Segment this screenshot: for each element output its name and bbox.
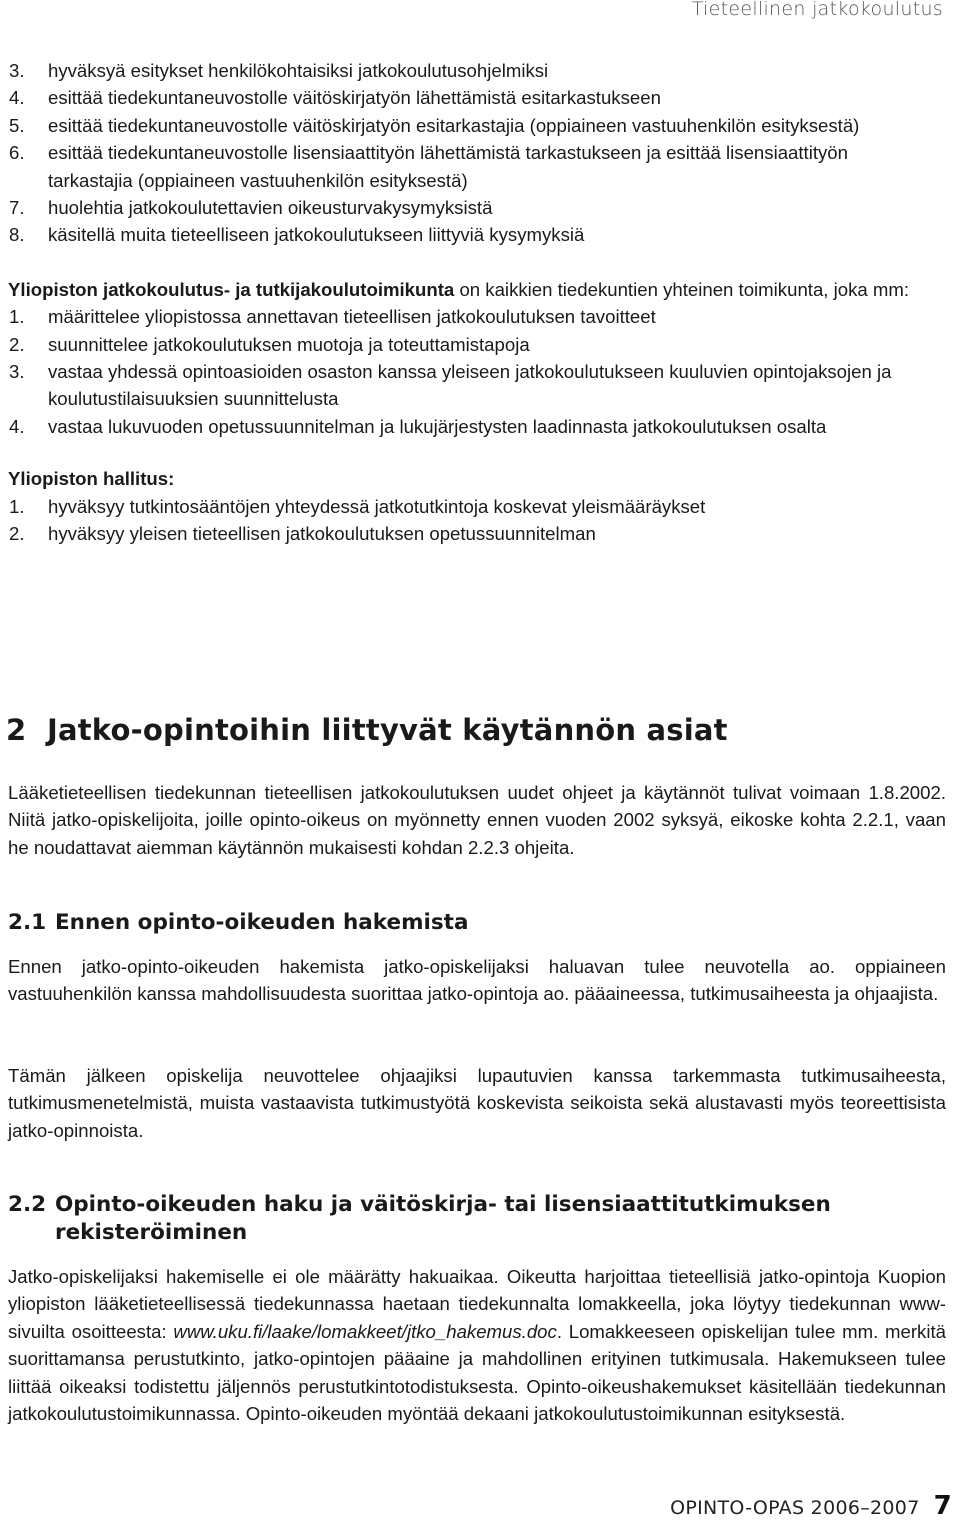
page-footer [670,1491,952,1521]
list-item: 1. määrittelee yliopistossa annettavan tieteellisen jatkokoulutuksen tavoitteet [9,306,656,328]
section-2-2-heading: 2.2 Opinto-oikeuden haku ja väitöskirja- tai lisensiaattitutkimuksen rekisteröiminen [8,1192,831,1245]
list-item: 4. vastaa lukuvuoden opetussuunnitelman ja lukujärjestysten laadinnasta jatkokoulutuksen osalta [9,415,827,437]
board-label: Yliopiston hallitus: [8,468,175,490]
list-item: 3. hyväksyä esitykset henkilökohtaisiksi jatkokoulutusohjelmiksi [9,60,549,81]
section-2-heading: 2 Jatko-opintoihin liittyvät käytännön asiat [6,713,728,747]
page-number: 7 [933,1491,952,1521]
list-c [8,493,948,548]
list-item: 2. hyväksyy yleisen tieteellisen jatkokoulutuksen opetussuunnitelman [9,523,596,545]
list-item: 7. huolehtia jatkokoulutettavien oikeusturvakysymyksistä [9,197,493,219]
list-item: 3. vastaa yhdessä opintoasioiden osaston kanssa yleiseen jatkokoulutukseen kuuluvien opintojaksojen ja koulutustilaisuuksien suunnittelusta [9,361,892,410]
list-a [8,57,948,249]
list-item: 8. käsitellä muita tieteelliseen jatkokoulutukseen liittyviä kysymyksiä [9,224,585,246]
form-url-link[interactable]: www.uku.fi/laake/lomakkeet/jtko_hakemus.doc [173,1320,557,1342]
section-2-2-paragraph: Jatko-opiskelijaksi hakemiselle ei ole määrätty hakuaikaa. Oikeutta harjoittaa tieteellisiä jatko-opintoja Kuopion yliopiston lääketieteellisessä tiedekunnassa haetaan tiedekunnalta lomakkeella, joka löytyy tiedekunnan www-sivuilta osoitteesta: www.uku.fi/laake/lomakkeet/jtko_hakemus.doc. Lomakkeeseen opiskelijan tulee mm. merkitä suorittamansa perustutkinto, jatko-opintojen pääaine ja mahdollinen erityinen tutkimusala. Hakemukseen tulee liittää oikeaksi todistettu jäljennös perustutkintotodistuksesta. Opinto-oikeushakemukset käsitellään tiedekunnan jatkokoulutustoimikunnassa. Opinto-oikeuden myöntää dekaani jatkokoulutustoimikunnan esityksestä. [8,1266,946,1425]
section-2-1-paragraph-1: Ennen jatko-opinto-oikeuden hakemista jatko-opiskelijaksi haluavan tulee neuvotella ao. oppiaineen vastuuhenkilön kanssa mahdollisuudesta suorittaa jatko-opintoja ao. pääaineessa, tutkimusaiheesta ja ohjaajista. [8,956,946,1005]
committee-intro: Yliopiston jatkokoulutus- ja tutkijakoulutoimikunta on kaikkien tiedekuntien yhteinen toimikunta, joka mm: [8,278,910,300]
section-2-1-paragraph-2: Tämän jälkeen opiskelija neuvottelee ohjaajiksi lupautuvien kanssa tarkemmasta tutkimusaiheesta, tutkimusmenetelmistä, muista vastaavista tutkimustyötä koskevista seikoista sekä alustavasti myös teoreettisista jatko-opinnoista. [8,1065,946,1141]
running-header: Tieteellinen jatkokoulutus [691,0,943,20]
list-b [8,303,948,440]
responsibilities-block [8,57,948,548]
section-2-paragraph: Lääketieteellisen tiedekunnan tieteellisen jatkokoulutuksen uudet ohjeet ja käytännöt tulivat voimaan 1.8.2002. Niitä jatko-opiskelijoita, joille opinto-oikeus on myönnetty ennen vuoden 2002 syksyä, eikoske kohta 2.2.1, vaan he noudattavat aiemman käytännön mukaisesti kohdan 2.2.3 ohjeita. [8,782,946,858]
list-item: 1. hyväksyy tutkintosääntöjen yhteydessä jatkotutkintoja koskevat yleismääräykset [9,495,706,517]
publication-title: OPINTO-OPAS 2006–2007 [670,1497,920,1519]
list-item: 6. esittää tiedekuntaneuvostolle lisensiaattityön lähettämistä tarkastukseen ja esittää lisensiaattityön tarkastajia (oppiaineen vastuuhenkilön esityksestä) [9,142,848,191]
list-item: 5. esittää tiedekuntaneuvostolle väitöskirjatyön esitarkastajia (oppiaineen vastuuhenkilön esityksestä) [9,114,860,136]
list-item: 2. suunnittelee jatkokoulutuksen muotoja ja toteuttamistapoja [9,333,530,355]
section-2-1-heading: 2.1 Ennen opinto-oikeuden hakemista [8,910,469,935]
list-item: 4. esittää tiedekuntaneuvostolle väitöskirjatyön lähettämistä esitarkastukseen [9,87,661,109]
